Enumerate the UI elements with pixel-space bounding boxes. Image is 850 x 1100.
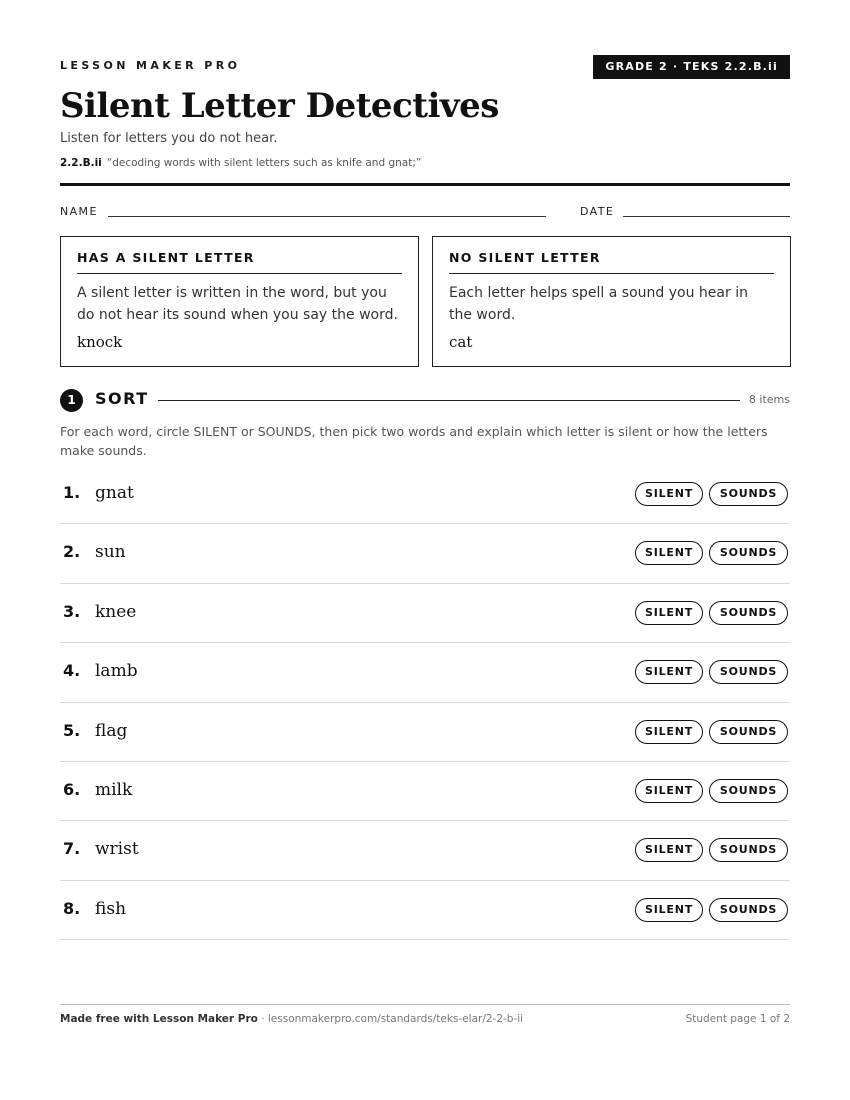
item-word: milk (95, 779, 133, 800)
silent-choice[interactable]: SILENT (635, 601, 703, 625)
item-word: gnat (95, 483, 134, 503)
sounds-choice[interactable]: SOUNDS (709, 720, 788, 744)
section-rule (158, 400, 740, 401)
sounds-choice[interactable]: SOUNDS (709, 482, 788, 506)
item-number: 2. (63, 542, 81, 562)
sounds-choice[interactable]: SOUNDS (709, 898, 788, 922)
footer-divider (60, 1004, 790, 1005)
standard-line (60, 157, 421, 169)
date-label: DATE (580, 205, 615, 218)
silent-choice[interactable]: SILENT (635, 720, 703, 744)
box-heading: NO SILENT LETTER (449, 250, 774, 274)
section-instructions: For each word, circle SILENT or SOUNDS, then pick two words and explain which letter is silent or how the letters make sounds. (60, 424, 768, 458)
grade-badge: GRADE 2 · TEKS 2.2.B.ii (593, 55, 790, 79)
item-number: 3. (63, 601, 81, 621)
item-number: 8. (63, 898, 81, 918)
name-date-row (60, 205, 790, 219)
item-word: fish (95, 898, 127, 919)
section-title: SORT (95, 389, 149, 408)
silent-choice[interactable]: SILENT (635, 660, 703, 684)
silent-choice[interactable]: SILENT (635, 838, 703, 862)
section-header (60, 388, 790, 412)
sort-items-list (60, 465, 790, 940)
box-example: cat (449, 333, 473, 351)
list-item (60, 881, 790, 940)
box-definition: A silent letter is written in the word, but you do not hear its sound when you say the word. (77, 285, 398, 323)
item-number: 1. (63, 483, 81, 502)
item-word: sun (95, 542, 126, 563)
list-item (60, 584, 790, 643)
list-item (60, 465, 790, 524)
brand-name: LESSON MAKER PRO (60, 59, 241, 72)
standard-text: “decoding words with silent letters such as knife and gnat;” (106, 157, 422, 169)
silent-choice[interactable]: SILENT (635, 482, 703, 506)
list-item (60, 762, 790, 821)
sounds-choice[interactable]: SOUNDS (709, 660, 788, 684)
list-item (60, 703, 790, 762)
box-definition: Each letter helps spell a sound you hear in the word. (449, 285, 748, 323)
silent-letter-box (60, 236, 419, 367)
page-title: Silent Letter Detectives (60, 86, 499, 126)
name-label: NAME (60, 205, 98, 218)
list-item (60, 524, 790, 583)
footer-made-with: Made free with Lesson Maker Pro (60, 1013, 258, 1025)
item-word: flag (95, 720, 128, 741)
item-number: 5. (63, 720, 81, 740)
silent-choice[interactable]: SILENT (635, 898, 703, 922)
sounds-choice[interactable]: SOUNDS (709, 541, 788, 565)
silent-choice[interactable]: SILENT (635, 541, 703, 565)
item-word: lamb (95, 661, 138, 682)
item-number: 6. (63, 779, 81, 799)
sounds-choice[interactable]: SOUNDS (709, 779, 788, 803)
footer-url: · lessonmakerpro.com/standards/teks-elar/2-2-b-ii (257, 1013, 524, 1025)
item-word: knee (95, 601, 137, 622)
item-number: 7. (63, 839, 81, 859)
date-field[interactable] (623, 216, 790, 217)
page-subtitle: Listen for letters you do not hear. (60, 131, 278, 146)
list-item (60, 821, 790, 880)
sounds-choice[interactable]: SOUNDS (709, 601, 788, 625)
standard-code: 2.2.B.ii (60, 157, 102, 169)
no-silent-letter-box (432, 236, 791, 367)
header-divider (60, 183, 790, 186)
footer-credit (60, 1013, 523, 1025)
item-count: 8 items (748, 393, 790, 406)
list-item (60, 643, 790, 702)
section-number-badge: 1 (60, 389, 83, 412)
name-field[interactable] (108, 216, 546, 217)
silent-choice[interactable]: SILENT (635, 779, 703, 803)
page-number: Student page 1 of 2 (685, 1013, 790, 1025)
box-example: knock (77, 333, 123, 351)
item-number: 4. (63, 661, 81, 681)
item-word: wrist (95, 839, 139, 860)
worksheet-page (60, 0, 790, 1100)
sounds-choice[interactable]: SOUNDS (709, 838, 788, 862)
box-heading: HAS A SILENT LETTER (77, 250, 402, 274)
